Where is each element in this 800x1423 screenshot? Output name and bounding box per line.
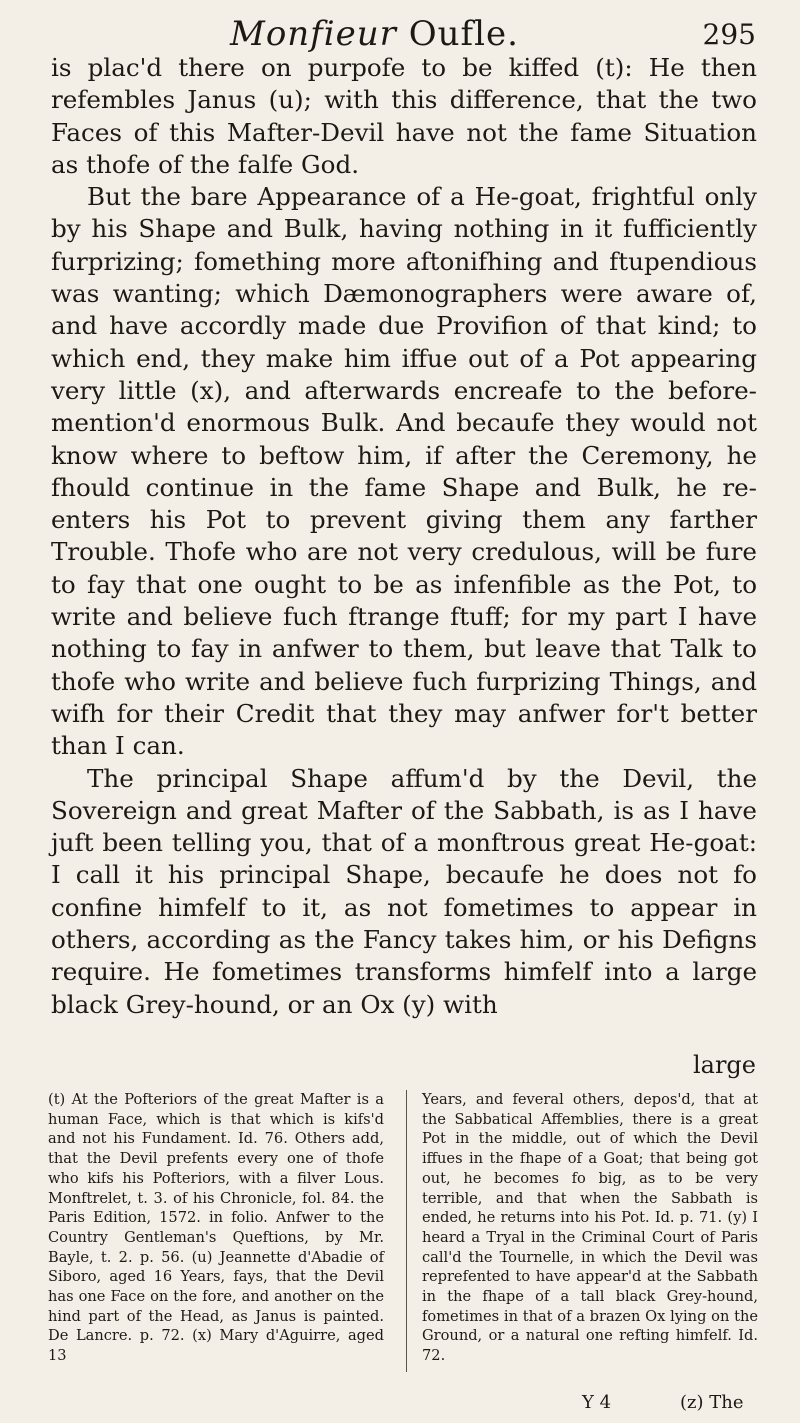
footnotes xyxy=(0,1090,800,1390)
paragraph-1: is plac'd there on purpofe to be kiffed (t): He then refembles Janus (u); with this difference, that the two Faces of this Mafter-Devil have not the fame Situation as thofe of the falfe God. xyxy=(51,53,757,179)
footnote-right-text: Years, and feveral others, depos'd, that at the Sabbatical Affemblies, there is a great Pot in the middle, out of which the Devil iffues in the fhape of a Goat; that being got out, he becomes fo big, as to be very terrible, and that when the Sabbath is ended, he returns into his Pot. Id. p. 71. (y) I heard a Tryal in the Criminal Court of Paris call'd the Tournelle, in which the Devil was reprefented to have appear'd at the Sabbath in the fhape of a tall black Grey-hound, fometimes in that of a brazen Ox lying on the Ground, or a natural one refting himfelf. Id. 72. xyxy=(422,1091,758,1365)
signature-mark: Y 4 xyxy=(582,1392,612,1413)
title-italic: Monfieur xyxy=(230,14,397,54)
catchword: large xyxy=(692,1051,756,1079)
footnotes-left-column xyxy=(48,1090,384,1366)
page-number: 295 xyxy=(702,18,756,51)
running-header xyxy=(0,6,800,56)
column-divider xyxy=(406,1090,407,1372)
paragraph-2: But the bare Appearance of a He-goat, frightful only by his Shape and Bulk, having nothing in it fufficiently furprizing; fomething more aftonifhing and ftupendious was wanting; which Dæmonographers were aware of, and have accordly made due Provifion of that kind; to which end, they make him iffue out of a Pot appearing very little (x), and afterwards encreafe to the before-mention'd enormous Bulk. And becaufe they would not know where to beftow him, if after the Ceremony, he fhould continue in the fame Shape and Bulk, he re-enters his Pot to prevent giving them any farther Trouble. Thofe who are not very credulous, will be fure to fay that one ought to be as infenfible as the Pot, to write and believe fuch ftrange ftuff; for my part I have nothing to fay in anfwer to them, but leave that Talk to thofe who write and believe fuch furprizing Things, and wifh for their Credit that they may anfwer for't better than I can. xyxy=(51,182,757,761)
main-text xyxy=(51,52,757,1021)
paragraph-3: The principal Shape affum'd by the Devil, the Sovereign and great Mafter of the Sabbath, is as I have juft been telling you, that of a monftrous great He-goat: I call it his principal Shape, becaufe he does not fo confine himfelf to it, as not fometimes to appear in others, according as the Fancy takes him, or his Defigns require. He fometimes transforms himfelf into a large black Grey-hound, or an Ox (y) with xyxy=(51,763,757,1019)
footnotes-right-column xyxy=(422,1090,758,1366)
title-rest: Oufle. xyxy=(408,14,519,54)
footnote-left-text: (t) At the Pofteriors of the great Mafter is a human Face, which is that which is kifs'd and not his Fundament. Id. 76. Others add, that the Devil prefents every one of thofe who kifs his Pofteriors, with a filver Lous. Monftrelet, t. 3. of his Chronicle, fol. 84. the Paris Edition, 1572. in folio. Anfwer to the Country Gentleman's Queftions, by Mr. Bayle, t. 2. p. 56. (u) Jeannette d'Abadie of Siboro, aged 16 Years, fays, that the Devil has one Face on the fore, and another on the hind part of the Head, as Janus is painted. De Lancre. p. 72. (x) Mary d'Aguirre, aged 13 xyxy=(48,1091,384,1365)
running-title xyxy=(230,14,519,54)
footnote-catchword: (z) The xyxy=(680,1392,744,1413)
